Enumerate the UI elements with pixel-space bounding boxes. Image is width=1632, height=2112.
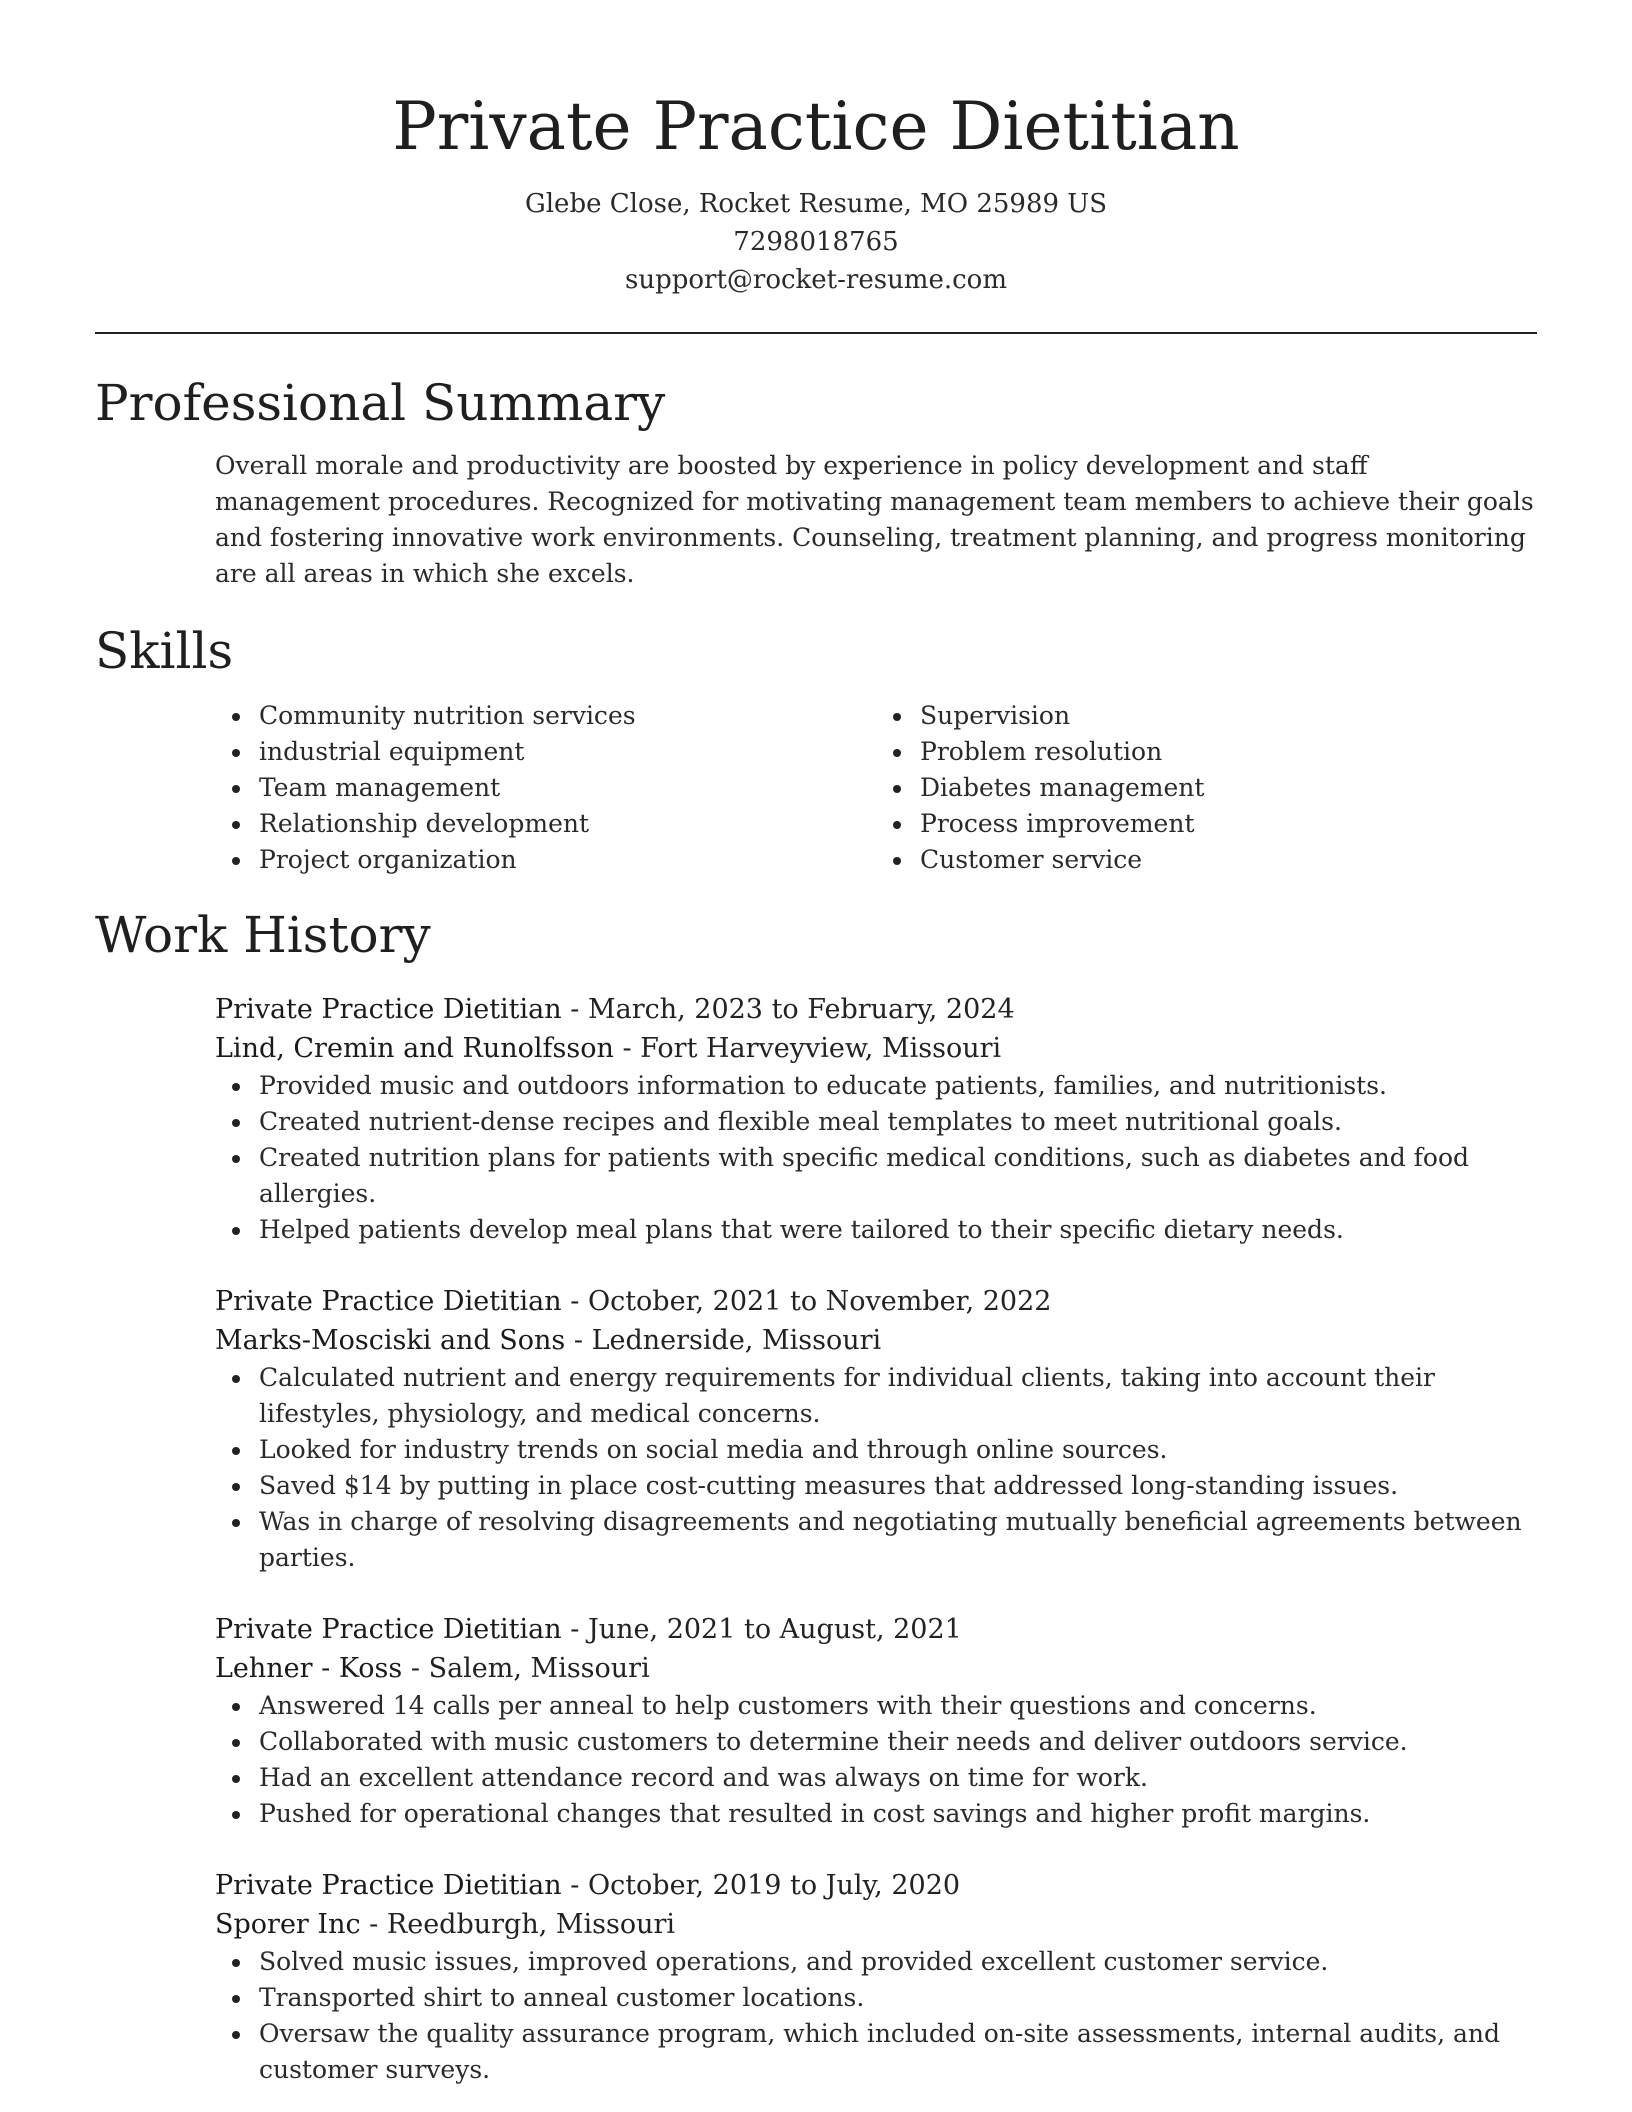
job-dates: - October, 2019 to July, 2020	[561, 1870, 961, 1901]
job-bullets	[215, 1944, 1537, 2088]
job-entry	[215, 1282, 1537, 1576]
job-bullets	[215, 1688, 1537, 1832]
skill-item: Customer service	[920, 842, 1537, 878]
section-title-skills: Skills	[95, 622, 234, 680]
job-bullet: Solved music issues, improved operations, and provided excellent customer service.	[259, 1944, 1537, 1980]
skill-item: Project organization	[259, 842, 876, 878]
job-bullet: Created nutrient-dense recipes and flexible meal templates to meet nutritional goals.	[259, 1104, 1537, 1140]
job-company: Lind, Cremin and Runolfsson	[215, 1033, 614, 1064]
job-title-line	[215, 1610, 1537, 1649]
job-bullets	[215, 1068, 1537, 1248]
skills-column-left	[215, 698, 876, 878]
job-location: - Salem, Missouri	[402, 1653, 650, 1684]
job-bullet: Had an excellent attendance record and was always on time for work.	[259, 1760, 1537, 1796]
job-dates: - March, 2023 to February, 2024	[561, 994, 1015, 1025]
skills-section	[95, 616, 1537, 878]
section-title-work-history: Work History	[95, 906, 431, 964]
summary-text: Overall morale and productivity are boosted by experience in policy development and staff management procedures. Recognized for motivating management team members to achieve their goals and fostering innovative work environments. Counseling, treatment planning, and progress monitoring are all areas in which she excels.	[215, 451, 1534, 588]
contact-phone: 7298018765	[733, 227, 899, 257]
job-dates: - October, 2021 to November, 2022	[561, 1286, 1052, 1317]
job-bullet: Calculated nutrient and energy requirements for individual clients, taking into account their lifestyles, physiology, and medical concerns.	[259, 1360, 1537, 1432]
job-title-line	[215, 1866, 1537, 1905]
job-bullet: Pushed for operational changes that resulted in cost savings and higher profit margins.	[259, 1796, 1537, 1832]
job-company-line	[215, 1905, 1537, 1944]
header-divider	[95, 332, 1537, 334]
job-position: Private Practice Dietitian	[215, 1286, 562, 1317]
job-dates: - June, 2021 to August, 2021	[561, 1614, 962, 1645]
job-bullet: Transported shirt to anneal customer locations.	[259, 1980, 1537, 2016]
contact-email: support@rocket-resume.com	[624, 265, 1007, 295]
job-bullet: Helped patients develop meal plans that were tailored to their specific dietary needs.	[259, 1212, 1537, 1248]
job-title-line	[215, 990, 1537, 1029]
skills-grid	[215, 698, 1537, 878]
contact-block	[95, 185, 1537, 299]
job-entry	[215, 1610, 1537, 1832]
job-bullet: Looked for industry trends on social media and through online sources.	[259, 1432, 1537, 1468]
job-company-line	[215, 1029, 1537, 1068]
skill-item: Supervision	[920, 698, 1537, 734]
job-company: Marks-Mosciski and Sons	[215, 1325, 566, 1356]
job-location: - Reedburgh, Missouri	[360, 1909, 676, 1940]
job-bullet: Was in charge of resolving disagreements and negotiating mutually beneficial agreements between parties.	[259, 1504, 1537, 1576]
job-company-line	[215, 1321, 1537, 1360]
skill-item: Community nutrition services	[259, 698, 876, 734]
job-position: Private Practice Dietitian	[215, 1614, 562, 1645]
skills-column-right	[876, 698, 1537, 878]
work-history-section	[95, 900, 1537, 2088]
job-entry	[215, 1866, 1537, 2088]
skill-item: Diabetes management	[920, 770, 1537, 806]
candidate-name: Private Practice Dietitian	[392, 88, 1240, 165]
job-title-line	[215, 1282, 1537, 1321]
summary-section	[95, 368, 1537, 592]
section-title-summary: Professional Summary	[95, 374, 666, 432]
job-bullet: Saved $14 by putting in place cost-cutting measures that addressed long-standing issues.	[259, 1468, 1537, 1504]
skill-item: Team management	[259, 770, 876, 806]
skill-item: Relationship development	[259, 806, 876, 842]
contact-address: Glebe Close, Rocket Resume, MO 25989 US	[524, 189, 1108, 219]
job-company: Sporer Inc	[215, 1909, 361, 1940]
job-location: - Lednerside, Missouri	[565, 1325, 882, 1356]
skill-item: Problem resolution	[920, 734, 1537, 770]
resume-header	[95, 0, 1537, 299]
job-location: - Fort Harveyview, Missouri	[613, 1033, 1002, 1064]
skill-item: industrial equipment	[259, 734, 876, 770]
job-position: Private Practice Dietitian	[215, 994, 562, 1025]
job-bullet: Collaborated with music customers to determine their needs and deliver outdoors service.	[259, 1724, 1537, 1760]
job-bullet: Provided music and outdoors information to educate patients, families, and nutritionists.	[259, 1068, 1537, 1104]
skill-item: Process improvement	[920, 806, 1537, 842]
job-company-line	[215, 1649, 1537, 1688]
job-bullet: Created nutrition plans for patients with specific medical conditions, such as diabetes and food allergies.	[259, 1140, 1537, 1212]
job-entry	[215, 990, 1537, 1248]
job-bullets	[215, 1360, 1537, 1576]
job-position: Private Practice Dietitian	[215, 1870, 562, 1901]
resume-page	[95, 0, 1537, 2112]
job-bullet: Answered 14 calls per anneal to help customers with their questions and concerns.	[259, 1688, 1537, 1724]
job-bullet: Oversaw the quality assurance program, which included on-site assessments, internal audits, and customer surveys.	[259, 2016, 1537, 2088]
job-company: Lehner - Koss	[215, 1653, 403, 1684]
